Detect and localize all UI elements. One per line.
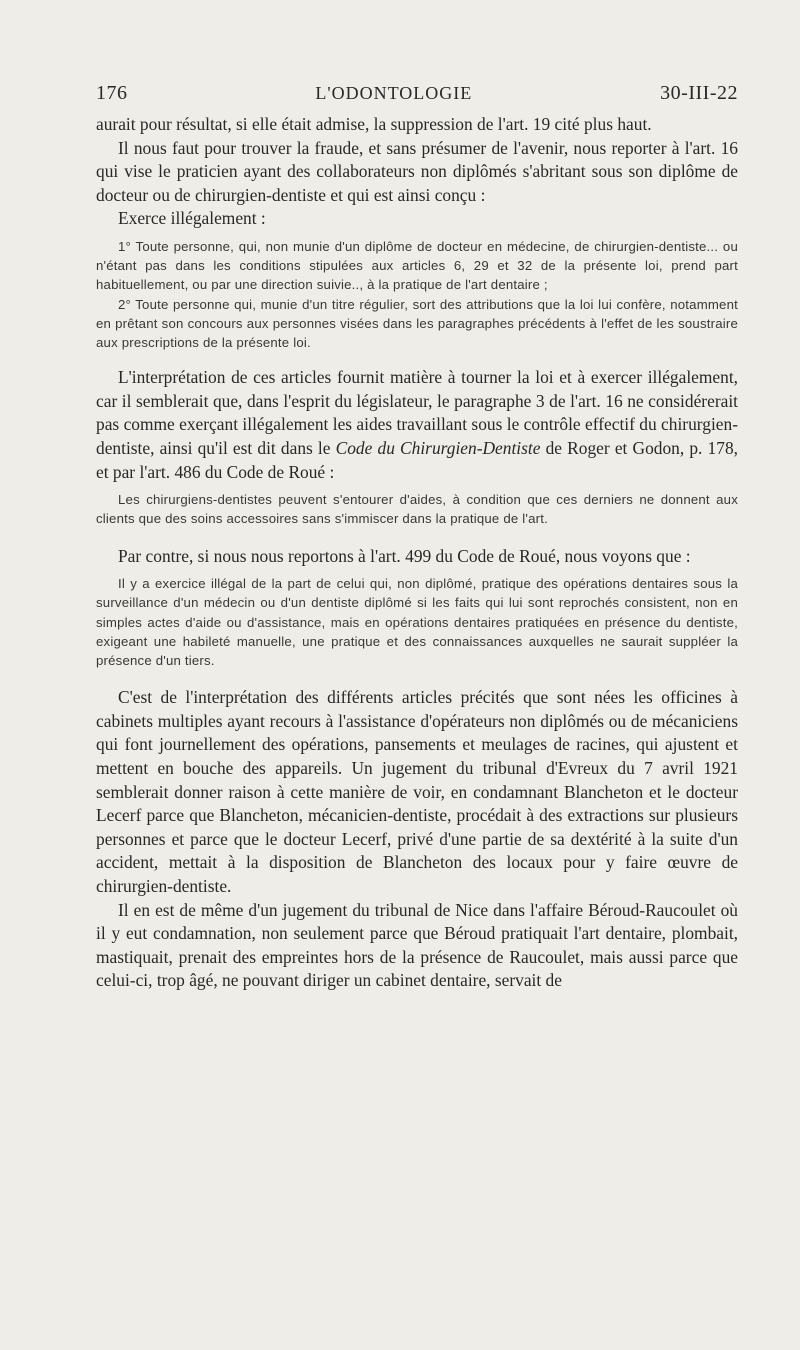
paragraph-fraude: Il nous faut pour trouver la fraude, et sans présumer de l'avenir, nous reporter à l'art. 16 qui vise le praticien ayant des collaborateurs non diplômés s'abritant sous son diplôme de docteur ou de chirurgien-dentiste et qui est ainsi conçu : — [96, 137, 738, 205]
interpretation-text-a: L'interprétation de ces articles fournit matière à tourner la loi et à exercer illégalement, car il semblerait que, dans l'esprit du législateur, le paragraphe 3 de l'art. 16 ne considérerait pas comme exerçant illégalement les aides travaillant sous le contrôle effectif du chirurgien-dentiste, ainsi qu'il est dit dans le — [96, 367, 738, 458]
interpretation-text-b: de Roger et Godon, p. 178, et par l'art. 486 du Code de Roué : — [96, 437, 738, 482]
running-header — [96, 82, 738, 105]
paragraph-exerce: Exerce illégalement : — [118, 208, 266, 229]
quote-article-16-1: 1° Toute personne, qui, non munie d'un diplôme de docteur en médecine, de chirurgien-dentiste... ou n'étant pas dans les conditions stipulées aux articles 6, 29 et 32 de la présente loi, prend part habituellement, ou par une direction suivie.., à la pratique de l'art dentaire ; — [96, 238, 738, 293]
code-title: Code du Chirurgien-Dentiste — [335, 437, 541, 458]
paragraph-continuation: aurait pour résultat, si elle était admise, la suppression de l'art. 19 cité plus haut. — [96, 114, 652, 134]
issue-date: 30-III-22 — [660, 82, 738, 104]
quote-article-499: Il y a exercice illégal de la part de celui qui, non diplômé, pratique des opérations dentaires sous la surveillance d'un médecin ou d'un dentiste diplômé si les faits qui lui sont reprochés consistent, non en simples actes d'aide ou d'assistance, mais en opérations dentaires pratiquées en présence du dentiste, exigeant une habileté manuelle, une pratique et des connaissances auxquelles ne saurait suppléer la présence d'un tiers. — [96, 576, 738, 668]
paragraph-interpretation — [96, 366, 738, 484]
paragraph-nice: Il en est de même d'un jugement du tribunal de Nice dans l'affaire Béroud-Raucoulet où il y eut condamnation, non seulement parce que Béroud pratiquait l'art dentaire, plombait, mastiquait, prenait des empreintes hors de la présence de Raucoulet, mais aussi parce que celui-ci, trop âgé, ne pouvant diriger un cabinet dentaire, servait de — [96, 899, 738, 991]
page-number: 176 — [96, 82, 128, 104]
paragraph-par-contre: Par contre, si nous nous reportons à l'art. 499 du Code de Roué, nous voyons que : — [118, 545, 691, 566]
quote-article-486: Les chirurgiens-dentistes peuvent s'entourer d'aides, à condition que ces derniers ne donnent aux clients que des soins accessoires sans s'immiscer dans la pratique de l'art. — [96, 492, 738, 527]
quote-article-16-2: 2° Toute personne qui, munie d'un titre régulier, sort des attributions que la loi lui confère, notamment en prêtant son concours aux personnes visées dans les paragraphes précédents à l'effet de les soustraire aux prescriptions de la présente loi. — [96, 296, 738, 350]
journal-title: L'ODONTOLOGIE — [315, 83, 473, 103]
paragraph-officines: C'est de l'interprétation des différents articles précités que sont nées les officines à cabinets multiples ayant recours à l'assistance d'opérateurs non diplômés ou de mécaniciens qui font journellement des opérations, pansements et meulages de racines, qui ajustent et mettent en bouche des appareils. Un jugement du tribunal d'Evreux du 7 avril 1921 semblerait donner raison à cette manière de voir, en condamnant Blancheton et le docteur Lecerf parce que Blancheton, mécanicien-dentiste, procédait à des extractions sur plusieurs personnes et parce que le docteur Lecerf, privé d'une partie de sa dextérité à la suite d'un accident, mettait à la disposition de Blancheton des locaux pour y faire œuvre de chirurgien-dentiste. — [96, 687, 738, 896]
